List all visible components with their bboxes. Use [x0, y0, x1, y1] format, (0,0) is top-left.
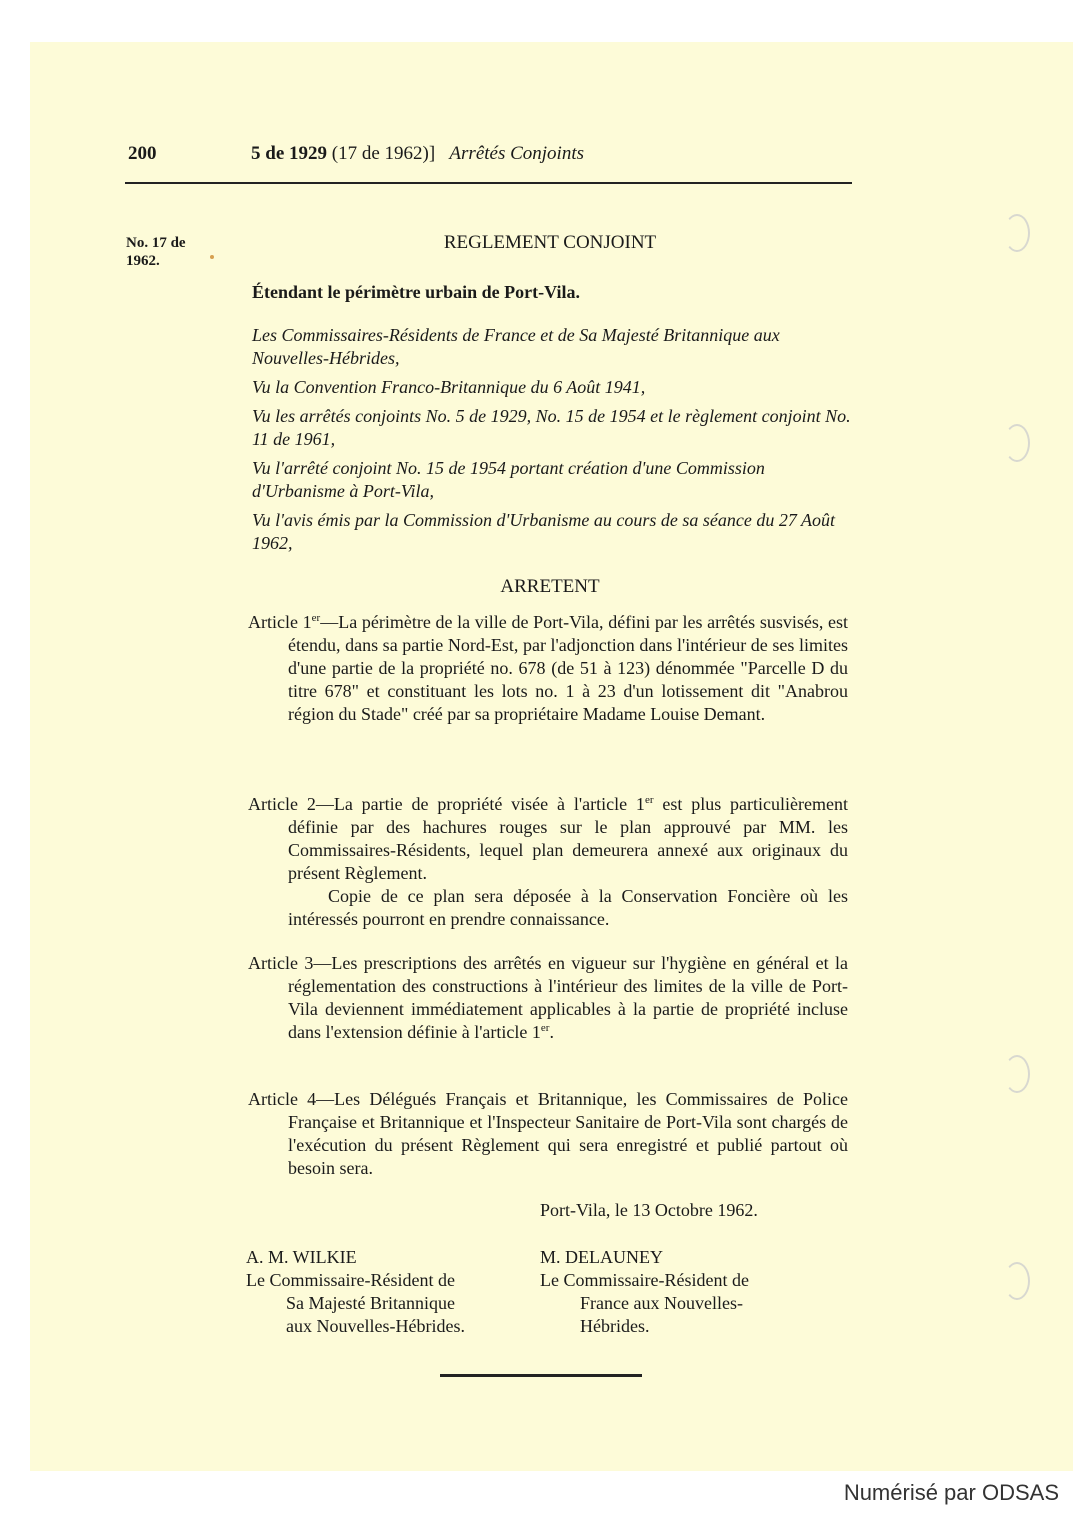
article-3-text: Article 3—Les prescriptions des arrêtés en vigueur sur l'hygiène en général et la réglementation des constructions à l'intérieur des limites de la ville de Port-Vila deviennent immédiatement applicables à la partie de propriété incluse dans l'extension définie à l'article 1 [248, 953, 848, 1042]
article-4 [248, 1088, 848, 1180]
signatory-left-line2: Sa Majesté Britannique [286, 1293, 455, 1313]
page-number: 200 [128, 143, 157, 164]
binder-hole-4 [1004, 1262, 1030, 1300]
signatory-left-line1: Le Commissaire-Résident de [246, 1270, 455, 1290]
article-3-sup: er [540, 1022, 550, 1034]
header-reference-plain: (17 de 1962)] [331, 143, 436, 164]
binder-hole-3 [1004, 1055, 1030, 1093]
running-header [251, 143, 584, 165]
preamble-item: Vu les arrêtés conjoints No. 5 de 1929, No. 15 de 1954 et le règlement conjoint No. 11 de 1961, [252, 406, 851, 449]
article-4-text: Article 4—Les Délégués Français et Britannique, les Commissaires de Police Française et Britannique et l'Inspecteur Sanitaire de Port-Vila sont chargés de l'exécution du présent Règlement qui sera enregistré et publié partout où besoin sera. [248, 1089, 848, 1178]
decree-heading: ARRETENT [500, 576, 600, 597]
binder-hole-1 [1004, 214, 1030, 252]
preamble-item: Vu la Convention Franco-Britannique du 6 Août 1941, [252, 377, 646, 397]
signatory-right-line1: Le Commissaire-Résident de [540, 1270, 749, 1290]
article-1-lead: Article 1 [248, 612, 312, 632]
preamble-item: Vu l'avis émis par la Commission d'Urbanisme au cours de sa séance du 27 Août 1962, [252, 510, 836, 553]
article-3-end: . [549, 1022, 554, 1042]
header-section-title: Arrêtés Conjoints [449, 143, 585, 164]
article-2-text-after: est plus particulièrement définie par des hachures rouges sur le plan approuvé par MM. les Commissaires-Résidents, lequel plan demeurera annexé aux originaux du présent Règlement. [288, 794, 848, 883]
margin-dot [210, 255, 214, 259]
article-2-text-before: Article 2—La partie de propriété visée à l'article 1 [248, 794, 645, 814]
article-2-sup: er [644, 794, 654, 806]
place-date: Port-Vila, le 13 Octobre 1962. [540, 1200, 758, 1220]
margin-note-line1: No. 17 de [126, 235, 186, 251]
closing-rule [440, 1374, 642, 1377]
article-2 [248, 793, 848, 931]
header-rule [125, 182, 852, 184]
binder-hole-2 [1004, 424, 1030, 462]
signatory-right-line3: Hébrides. [580, 1316, 650, 1336]
document-title: REGLEMENT CONJOINT [443, 232, 657, 253]
preamble-item: Vu l'arrêté conjoint No. 15 de 1954 portant création d'une Commission d'Urbanisme à Port-Vila, [252, 458, 765, 501]
document-subtitle: Étendant le périmètre urbain de Port-Vila. [252, 282, 580, 302]
signatory-left-name: A. M. WILKIE [246, 1247, 357, 1267]
article-1 [248, 611, 848, 726]
article-1-text: —La périmètre de la ville de Port-Vila, défini par les arrêtés susvisés, est étendu, dans sa partie Nord-Est, par l'adjonction dans l'intérieur de ses limites d'une partie de la propriété no. 678 (de 51 à 123) dénommée "Parcelle D du titre 678" et constituant les lots no. 1 à 23 d'un lotissement dit "Anabrou région du Stade" créé par sa propriétaire Madame Louise Demant. [288, 612, 848, 724]
signatory-right-line2: France aux Nouvelles- [580, 1293, 743, 1313]
signatory-left-line3: aux Nouvelles-Hébrides. [286, 1316, 465, 1336]
signatory-right [540, 1246, 749, 1338]
digitization-credit: Numérisé par ODSAS [843, 1480, 1059, 1505]
signatory-left [246, 1246, 465, 1338]
article-3 [248, 952, 848, 1044]
header-reference-bold: 5 de 1929 [251, 143, 327, 164]
article-1-sup: er [311, 612, 321, 624]
article-2-para2: Copie de ce plan sera déposée à la Conservation Foncière où les intéressés pourront en prendre connaissance. [288, 886, 848, 929]
preamble-item: Les Commissaires-Résidents de France et de Sa Majesté Britannique aux Nouvelles-Hébrides, [252, 325, 780, 368]
signatory-right-name: M. DELAUNEY [540, 1247, 663, 1267]
preamble [252, 324, 852, 561]
margin-note [126, 234, 186, 270]
margin-note-line2: 1962. [126, 253, 160, 269]
